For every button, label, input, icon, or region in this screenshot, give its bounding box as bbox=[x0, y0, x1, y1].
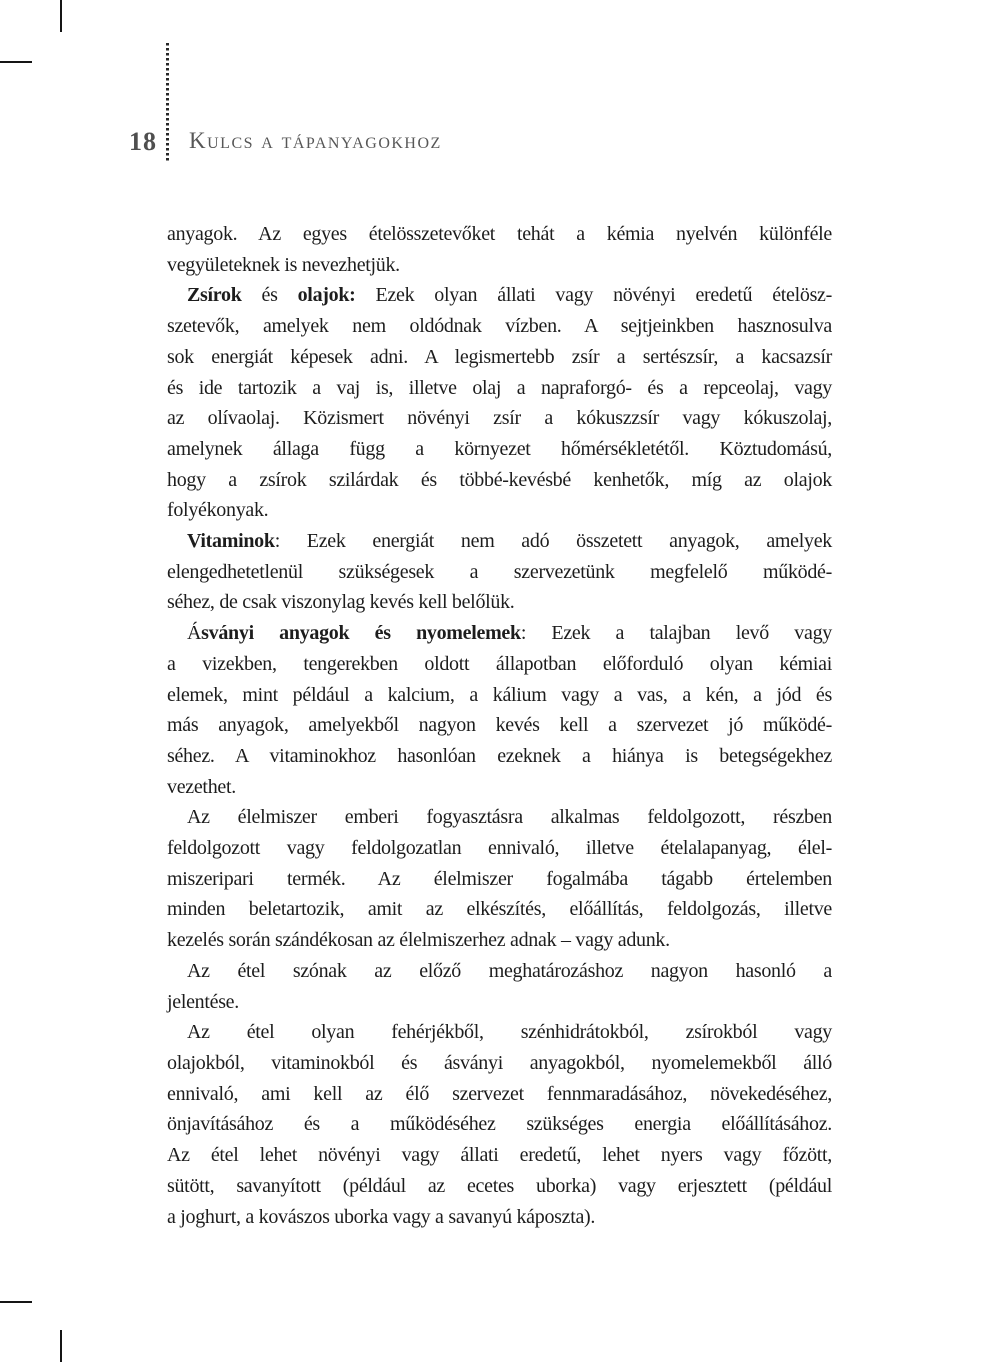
text-line bbox=[167, 557, 832, 588]
text-segment: anyagok. Az egyes ételösszetevőket tehát a kémia nyelvén különféle bbox=[167, 223, 832, 245]
text-line bbox=[167, 1140, 832, 1171]
text-segment: kezelés során szándékosan az élelmiszerhez adnak – vagy adunk. bbox=[167, 929, 670, 952]
text-segment: jelentése. bbox=[167, 990, 239, 1013]
page-number: 18 bbox=[129, 127, 157, 156]
text-segment: Az étel szónak az előző meghatározáshoz nagyon hasonló a bbox=[187, 959, 832, 982]
body-text bbox=[167, 219, 832, 1232]
text-segment: Vitaminok bbox=[187, 530, 275, 553]
text-line bbox=[167, 894, 832, 925]
text-segment: a joghurt, a kovászos uborka vagy a savanyú káposzta). bbox=[167, 1205, 596, 1228]
text-line bbox=[167, 618, 832, 649]
text-segment: önjavításához és a működéséhez szükséges energia előállításához. bbox=[167, 1113, 832, 1136]
text-line bbox=[167, 465, 832, 496]
text-line bbox=[167, 925, 832, 956]
text-segment: elemek, mint például a kalcium, a kálium vagy a vas, a kén, a jód és bbox=[167, 683, 832, 706]
text-segment: olajokból, vitaminokból és ásványi anyagokból, nyomelemekből álló bbox=[167, 1051, 832, 1074]
text-line bbox=[167, 864, 832, 895]
running-header-title: Kulcs a tápanyagokhoz bbox=[189, 128, 442, 153]
text-segment: a vizekben, tengerekben oldott állapotban előforduló olyan kémiai bbox=[167, 652, 832, 675]
text-segment: sok energiát képesek adni. A legismertebb zsír a sertészsír, a kacsazsír bbox=[167, 345, 832, 368]
text-segment: hogy a zsírok szilárdak és többé-kevésbé kenhetők, míg az olajok bbox=[167, 468, 832, 491]
text-line bbox=[167, 342, 832, 373]
header-dotted-divider bbox=[166, 43, 169, 161]
text-segment: feldolgozott vagy feldolgozatlan ennivaló, illetve ételalapanyag, élel- bbox=[167, 837, 832, 860]
text-line bbox=[167, 1109, 832, 1140]
text-line bbox=[167, 956, 832, 987]
text-segment: séhez, de csak viszonylag kevés kell belőlük. bbox=[167, 591, 515, 614]
text-line bbox=[167, 710, 832, 741]
text-line bbox=[167, 311, 832, 342]
text-segment: sványi anyagok és nyomelemek bbox=[201, 622, 521, 645]
text-line bbox=[167, 649, 832, 680]
text-segment: Az étel olyan fehérjékből, szénhidrátokból, zsírokból vagy bbox=[187, 1021, 832, 1044]
text-line bbox=[167, 680, 832, 711]
text-segment: folyékonyak. bbox=[167, 499, 269, 522]
text-segment: más anyagok, amelyekből nagyon kevés kell a szervezet jó működé- bbox=[167, 714, 832, 737]
text-segment: vezethet. bbox=[167, 775, 236, 798]
text-segment: az olívaolaj. Közismert növényi zsír a kókuszzsír vagy kókuszolaj, bbox=[167, 407, 832, 430]
text-segment: séhez. A vitaminokhoz hasonlóan ezeknek a hiánya is betegségekhez bbox=[167, 744, 832, 767]
text-line bbox=[167, 526, 832, 557]
crop-mark-left-top bbox=[0, 61, 32, 63]
text-segment: minden beletartozik, amit az elkészítés, előállítás, feldolgozás, illetve bbox=[167, 898, 832, 921]
text-line bbox=[167, 434, 832, 465]
text-segment: miszeripari termék. Az élelmiszer fogalmába tágabb értelemben bbox=[167, 867, 832, 890]
text-segment: vegyületeknek is nevezhetjük. bbox=[167, 253, 400, 276]
text-segment: Zsírok bbox=[187, 284, 242, 307]
text-line bbox=[167, 772, 832, 803]
text-line bbox=[167, 1017, 832, 1048]
text-line bbox=[167, 987, 832, 1018]
text-segment: Az étel lehet növényi vagy állati eredetű, lehet nyers vagy főzött, bbox=[167, 1144, 832, 1167]
text-line bbox=[167, 1171, 832, 1202]
text-segment: szetevők, amelyek nem oldódnak vízben. A sejtjeinkben hasznosulva bbox=[167, 315, 832, 338]
text-segment: és ide tartozik a vaj is, illetve olaj a napraforgó- és a repceolaj, vagy bbox=[167, 376, 832, 399]
text-segment: és bbox=[241, 284, 298, 307]
text-segment: elengedhetetlenül szükségesek a szervezetünk megfelelő működé- bbox=[167, 560, 832, 583]
text-segment: sütött, savanyított (például az ecetes uborka) vagy erjesztett (például bbox=[167, 1174, 832, 1197]
crop-mark-left-bottom bbox=[0, 1301, 32, 1303]
text-line bbox=[167, 403, 832, 434]
text-line bbox=[167, 741, 832, 772]
text-line bbox=[167, 802, 832, 833]
text-line bbox=[167, 1202, 832, 1233]
text-segment: Á bbox=[187, 622, 202, 645]
text-line bbox=[167, 373, 832, 404]
text-line bbox=[167, 587, 832, 618]
crop-mark-bottom bbox=[60, 1330, 62, 1362]
text-segment: : Ezek a talajban levő vagy bbox=[520, 622, 832, 645]
text-segment: olajok: bbox=[297, 284, 356, 307]
text-line bbox=[167, 495, 832, 526]
text-line bbox=[167, 833, 832, 864]
text-line bbox=[167, 1048, 832, 1079]
text-line bbox=[167, 219, 832, 250]
text-segment: Ezek olyan állati vagy növényi eredetű ételösz- bbox=[355, 284, 832, 307]
text-segment: : Ezek energiát nem adó összetett anyagok, amelyek bbox=[274, 530, 832, 553]
text-line bbox=[167, 280, 832, 311]
text-segment: Az élelmiszer emberi fogyasztásra alkalmas feldolgozott, részben bbox=[187, 806, 832, 829]
text-line bbox=[167, 250, 832, 281]
text-segment: amelynek állaga függ a környezet hőmérsékletétől. Köztudomású, bbox=[167, 437, 832, 460]
text-line bbox=[167, 1079, 832, 1110]
crop-mark-top bbox=[60, 0, 62, 32]
text-segment: ennivaló, ami kell az élő szervezet fennmaradásához, növekedéséhez, bbox=[167, 1082, 832, 1105]
